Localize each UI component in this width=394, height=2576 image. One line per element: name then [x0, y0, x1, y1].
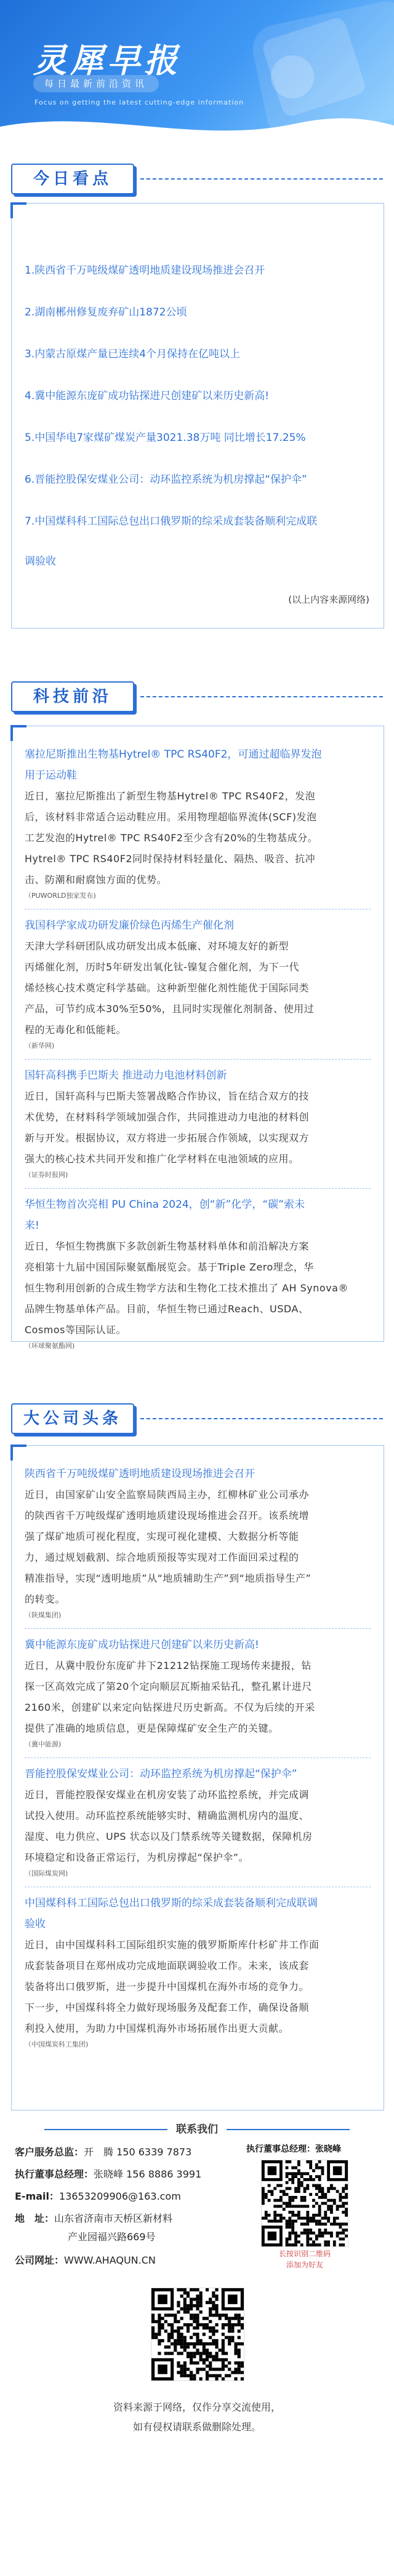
- section-divider: [140, 696, 383, 697]
- section-header-company: [11, 1400, 383, 1437]
- article-title[interactable]: 我国科学家成功研发廉价绿色丙烯生产催化剂: [25, 919, 234, 932]
- article-body-line: 亮相第十九届中国国际聚氨酯展览会。基于Triple Zero理念，华: [25, 1261, 314, 1273]
- article-body-line: 试投入使用。动环监控系统能够实时、精确监测机房内的温度、: [25, 1810, 310, 1821]
- article-body-line: 新与开发。根据协议，双方将进一步拓展合作领域，以实现双方: [25, 1132, 310, 1144]
- today-item[interactable]: 1.陕西省千万吨级煤矿透明地质建设现场推进会召开: [25, 264, 265, 277]
- article-body-line: 近日，从冀中股份东庞矿井下21212钻探施工现场传来捷报，钻: [25, 1660, 312, 1671]
- article-body-line: 成套装备项目在郑州成功完成地面联调验收工作。未来，该成套: [25, 1960, 310, 1972]
- article-title[interactable]: 晋能控股保安煤业公司：动环监控系统为机房撑起“保护伞”: [25, 1768, 297, 1780]
- qr-note: 添加为好友: [286, 2261, 323, 2269]
- qr-note: 长按识别二维码: [278, 2249, 331, 2258]
- article-body-line: Hytrel® TPC RS40F2同时保持材料轻量化、隔热、吸音、抗冲: [25, 853, 316, 865]
- website-qr-code[interactable]: [151, 2288, 244, 2381]
- contact-line-address-2: 产业园福兴路669号: [68, 2231, 156, 2243]
- article-body-line: 工艺发泡的Hytrel® TPC RS40F2至少含有20%的生物基成分。: [25, 832, 318, 844]
- contact-line-service: 客户服务总监：开 腾 150 6339 7873: [15, 2146, 192, 2158]
- section-header-tech: [11, 678, 383, 715]
- article-title[interactable]: 国轩高科携手巴斯夫 推进动力电池材料创新: [25, 1069, 227, 1082]
- article-body-line: 探一区高效完成了第20个定向顺层瓦斯抽采钻孔，整孔累计进尺: [25, 1681, 312, 1692]
- wechat-qr-code[interactable]: [261, 2160, 348, 2247]
- article-body-line: 下一步，中国煤科将全力做好现场服务及配套工作，确保设备顺: [25, 2002, 310, 2013]
- qr-owner-label: 执行董事总经理：张晓峰: [246, 2144, 341, 2154]
- article-body-line: Cosmos等国际认证。: [25, 1324, 127, 1336]
- article-body-line: 的转变。: [25, 1593, 66, 1605]
- article-body-line: 近日，晋能控股保安煤业在机房安装了动环监控系统，并完成调: [25, 1789, 310, 1801]
- box-corner: [10, 1445, 26, 1460]
- today-item[interactable]: 3.内蒙古原煤产量已连续4个月保持在亿吨以上: [25, 348, 241, 360]
- article-body-line: 利投入使用，为助力中国煤机海外市场拓展作出更大贡献。: [25, 2023, 289, 2034]
- article-source: （国际煤炭网): [25, 1869, 68, 1877]
- article-body-line: 后，该材料非常适合运动鞋应用。采用物理超临界流体(SCF)发泡: [25, 811, 317, 823]
- article-0: [25, 1464, 371, 1620]
- box-corner: [10, 202, 26, 218]
- today-item[interactable]: 5.中国华电7家煤矿煤炭产量3021.38万吨 同比增长17.25%: [25, 432, 306, 444]
- article-source: （新华网): [25, 1042, 55, 1050]
- article-divider: [25, 1188, 371, 1189]
- article-title[interactable]: 华恒生物首次亮相 PU China 2024，创“新”化学，“碳”索未: [25, 1199, 305, 1211]
- article-0: [25, 744, 371, 900]
- article-body-line: 丙烯催化剂，历时5年研发出氧化钛-镍复合催化剂，为下一代: [25, 961, 299, 973]
- article-body-line: 2160米，创建矿以来定向钻探进尺历史新高。不仅为后续的开采: [25, 1702, 315, 1713]
- article-source: （中国煤炭科工集团): [25, 2040, 89, 2048]
- article-title[interactable]: 陕西省千万吨级煤矿透明地质建设现场推进会召开: [25, 1468, 255, 1480]
- article-title[interactable]: 来!: [25, 1219, 39, 1232]
- article-source: （冀中能源): [25, 1740, 62, 1748]
- article-source: （PUWORLD独家发布): [25, 892, 96, 900]
- article-body-line: 近日，由中国煤科科工国际组织实施的俄罗斯斯库什杉矿井工作面: [25, 1939, 320, 1951]
- today-item[interactable]: 调验收: [25, 555, 56, 568]
- today-item[interactable]: 2.湖南郴州修复废弃矿山1872公顷: [25, 306, 187, 319]
- article-body-line: 产品，可节约成本30%至50%，且同时实现催化剂制备、使用过: [25, 1003, 315, 1015]
- today-item[interactable]: 4.冀中能源东庞矿成功钻探进尺创建矿以来历史新高!: [25, 390, 270, 402]
- article-body-line: 装备将出口俄罗斯，进一步提升中国煤机在海外市场的竞争力。: [25, 1981, 310, 1992]
- article-body-line: 提供了准确的地质信息，更是保障煤矿安全生产的关键。: [25, 1722, 279, 1734]
- article-3: [25, 1893, 371, 2049]
- article-divider: [25, 1628, 371, 1629]
- article-title[interactable]: 中国煤科科工国际总包出口俄罗斯的综采成套装备顺利完成联调: [25, 1897, 318, 1909]
- article-title[interactable]: 冀中能源东庞矿成功钻探进尺创建矿以来历史新高!: [25, 1639, 259, 1651]
- section-divider: [140, 178, 383, 180]
- article-body-line: 程的无毒化和低能耗。: [25, 1024, 127, 1036]
- banner-title: 灵犀早报: [33, 41, 181, 80]
- article-body-line: 近日，华恒生物携旗下多款创新生物基材料单体和前沿解决方案: [25, 1240, 310, 1252]
- article-body-line: 击、防潮和耐腐蚀方面的优势。: [25, 874, 167, 886]
- article-body-line: 烯烃核心技术奠定科学基础。这种新型催化剂性能优于国际同类: [25, 982, 310, 994]
- article-3: [25, 1194, 371, 1350]
- article-source: （陕煤集团): [25, 1611, 62, 1619]
- article-1: [25, 915, 371, 1050]
- article-body-line: 湿度、电力供应、UPS 状态以及门禁系统等关键数据，保障机房: [25, 1831, 313, 1842]
- article-body-line: 品牌生物基单体产品。目前，华恒生物已通过Reach、USDA、: [25, 1303, 309, 1315]
- section-header-today: [11, 160, 383, 197]
- today-item[interactable]: 6.晋能控股保安煤业公司：动环监控系统为机房撑起“保护伞”: [25, 474, 307, 486]
- contact-line-website[interactable]: 公司网址：WWW.AHAQUN.CN: [15, 2254, 156, 2266]
- contact-line-address: 地 址：山东省济南市天桥区新材料: [15, 2213, 173, 2224]
- footer-note: 资料来源于网络，仅作分享交流使用，: [113, 2401, 281, 2413]
- section-title: 大公司头条: [23, 1409, 122, 1428]
- article-2: [25, 1764, 371, 1878]
- article-title[interactable]: 塞拉尼斯推出生物基Hytrel® TPC RS40F2，可通过超临界发泡: [25, 748, 322, 761]
- section-divider: [140, 1418, 383, 1419]
- box-corner: [10, 725, 26, 741]
- banner-decoration: [271, 55, 314, 98]
- article-1: [25, 1635, 371, 1749]
- article-body-line: 强大的核心技术共同开发和推广化学材料在电池领域的应用。: [25, 1153, 299, 1165]
- banner-subtitle: Focus on getting the latest cutting-edge information: [34, 98, 244, 106]
- article-2: [25, 1065, 371, 1179]
- article-body-line: 的陕西省千万吨级煤矿透明地质建设现场推进会召开。该系统增: [25, 1510, 310, 1521]
- contact-line-manager: 执行董事总经理：张晓峰 156 8886 3991: [15, 2168, 202, 2180]
- article-divider: [25, 1059, 371, 1060]
- section-title: 今日看点: [33, 170, 112, 188]
- article-body-line: 天津大学科研团队成功研发出成本低廉、对环境友好的新型: [25, 940, 289, 952]
- today-item[interactable]: 7.中国煤科科工国际总包出口俄罗斯的综采成套装备顺利完成联: [25, 515, 318, 528]
- banner-pill: 每日最新前沿资讯: [33, 75, 159, 92]
- section-title: 科技前沿: [33, 688, 112, 706]
- article-body-line: 术优势，在材料科学领域加强合作，共同推进动力电池的材料创: [25, 1111, 310, 1123]
- header-banner: [0, 0, 394, 139]
- banner-wave: [0, 108, 394, 139]
- article-body-line: 强了煤矿地质可视化程度，实现可视化建模、大数据分析等能: [25, 1531, 299, 1542]
- contact-title: 联系我们: [0, 2120, 394, 2136]
- article-body-line: 近日，塞拉尼斯推出了新型生物基Hytrel® TPC RS40F2，发泡: [25, 790, 316, 802]
- article-divider: [25, 909, 371, 910]
- article-body-line: 力，通过规划截割、综合地质预报等实现对工作面回采过程的: [25, 1552, 299, 1563]
- article-body-line: 近日，由国家矿山安全监察局陕西局主办，红柳林矿业公司承办: [25, 1489, 310, 1500]
- article-body-line: 精准指导，实现“透明地质”从“地质辅助生产”到“地质指导生产”: [25, 1572, 312, 1584]
- article-source: （环球聚氨酯网): [25, 1342, 75, 1350]
- article-title[interactable]: 用于运动鞋: [25, 769, 77, 782]
- article-source: （证券时报网): [25, 1171, 68, 1179]
- article-body-line: 恒生物利用创新的合成生物学方法和生物化工技术推出了 AH Synova®: [25, 1282, 348, 1294]
- article-body-line: 近日，国轩高科与巴斯夫签署战略合作协议，旨在结合双方的技: [25, 1090, 310, 1102]
- footer-note: 如有侵权请联系做删除处理。: [132, 2421, 261, 2433]
- article-body-line: 环境稳定和设备正常运行，为机房撑起“保护伞”。: [25, 1852, 249, 1863]
- contact-line-email[interactable]: E-mail：13653209906@163.com: [15, 2190, 181, 2202]
- today-note: (以上内容来源网络): [288, 594, 369, 605]
- article-title[interactable]: 验收: [25, 1918, 46, 1930]
